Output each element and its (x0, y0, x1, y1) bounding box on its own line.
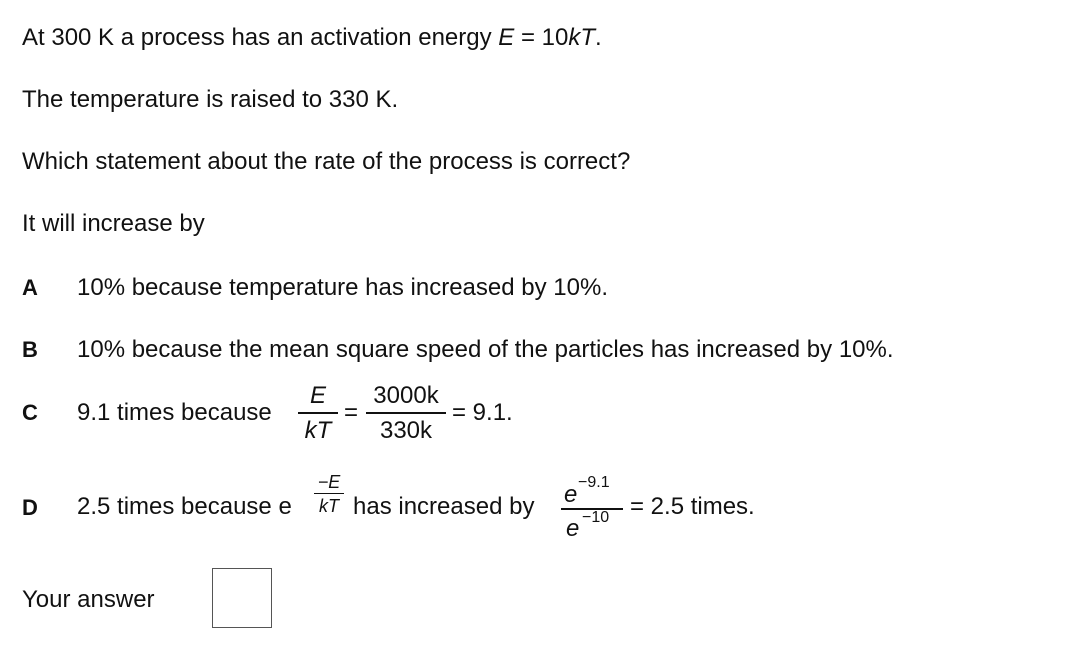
energy-symbol: E (498, 24, 515, 51)
fraction-bar (314, 493, 344, 494)
ratio-numerator-exponent: −9.1 (578, 474, 610, 491)
exponent-denominator: kT (319, 496, 339, 516)
ratio-denominator-base: e (566, 515, 580, 542)
option-d-result: = 2.5 times. (630, 493, 755, 520)
option-c-text: 9.1 times because (77, 399, 272, 426)
question-line-2: The temperature is raised to 330 K. (22, 86, 399, 113)
option-c-fraction-3000k-over-330k (366, 384, 446, 443)
line1-equals: = 10 (514, 24, 569, 51)
exponent-numerator: −E (317, 472, 341, 492)
fraction-bar (366, 412, 446, 414)
option-a-text: 10% because temperature has increased by 10%. (77, 274, 608, 301)
fraction-bar (298, 412, 338, 414)
question-line-4: It will increase by (22, 210, 205, 237)
answer-input-box[interactable] (212, 568, 272, 628)
fraction-denominator: kT (304, 416, 332, 444)
line1-prefix: At 300 K a process has an activation energy (22, 24, 499, 51)
line1-end: . (595, 24, 602, 51)
option-b-text: 10% because the mean square speed of the particles has increased by 10%. (77, 336, 894, 363)
option-a-letter: A (22, 275, 38, 300)
ratio-numerator-base: e (564, 481, 578, 508)
option-c-fraction-e-over-kt (298, 384, 338, 443)
option-b-letter: B (22, 337, 38, 362)
fraction-denominator: 330k (379, 416, 433, 444)
option-c-letter: C (22, 400, 38, 425)
question-line-1 (22, 26, 602, 50)
answer-label: Your answer (22, 586, 155, 613)
question-line-3: Which statement about the rate of the process is correct? (22, 148, 631, 175)
fraction-numerator: 3000k (373, 382, 439, 409)
kt-symbol: kT (568, 24, 596, 51)
option-c-equals: = (344, 399, 359, 426)
option-d-letter: D (22, 495, 38, 520)
option-c-result: = 9.1. (452, 399, 513, 426)
option-d-text: 2.5 times because e (77, 493, 292, 520)
ratio-denominator-exponent: −10 (582, 509, 610, 526)
fraction-numerator: E (309, 382, 326, 409)
option-d-middle-text: has increased by (353, 493, 535, 520)
option-d-exponent-fraction (314, 473, 344, 515)
